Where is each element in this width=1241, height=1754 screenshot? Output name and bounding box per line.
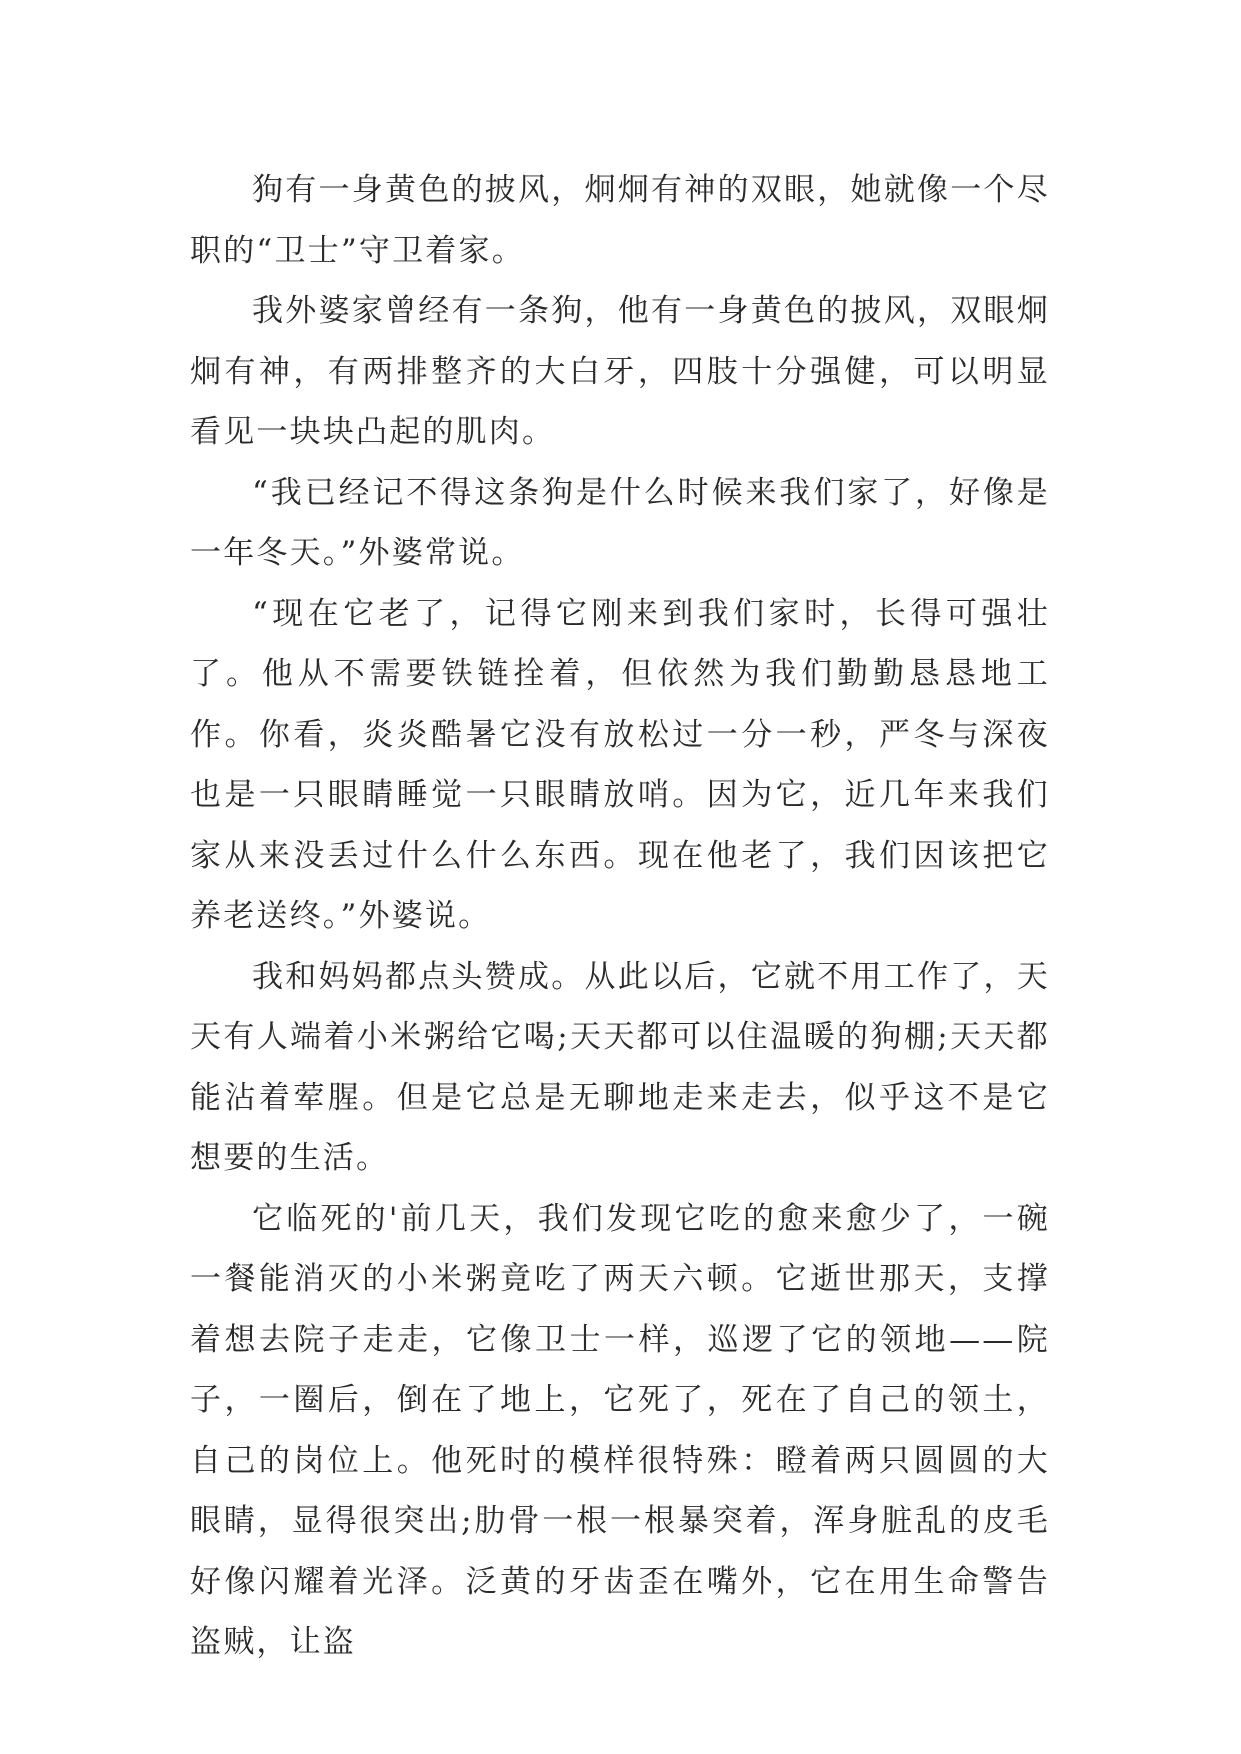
paragraph-2: 我外婆家曾经有一条狗，他有一身黄色的披风，双眼炯炯有神，有两排整齐的大白牙，四肢十分强健，可以明显看见一块块凸起的肌肉。: [190, 293, 1050, 450]
paragraph-6: 它临死的'前几天，我们发现它吃的愈来愈少了，一碗一餐能消灭的小米粥竟吃了两天六顿。它逝世那天，支撑着想去院子走走，它像卫士一样，巡逻了它的领地——院子，一圈后，倒在了地上，它死了，死在了自己的领土，自己的岗位上。他死时的模样很特殊：瞪着两只圆圆的大眼睛，显得很突出;肋骨一根一根暴突着，浑身脏乱的皮毛好像闪耀着光泽。泛黄的牙齿歪在嘴外，它在用生命警告盗贼，让盗: [190, 1200, 1050, 1660]
paragraph-3: “我已经记不得这条狗是什么时候来我们家了，好像是一年冬天。”外婆常说。: [190, 474, 1050, 571]
paragraph-1: 狗有一身黄色的披风，炯炯有神的双眼，她就像一个尽职的“卫士”守卫着家。: [190, 172, 1050, 269]
paragraph-5: 我和妈妈都点头赞成。从此以后，它就不用工作了，天天有人端着小米粥给它喝;天天都可以住温暖的狗棚;天天都能沾着荤腥。但是它总是无聊地走来走去，似乎这不是它想要的生活。: [190, 958, 1050, 1176]
article-body: [190, 160, 1050, 1673]
paragraph-4: “现在它老了，记得它刚来到我们家时，长得可强壮了。他从不需要铁链拴着，但依然为我们勤勤恳恳地工作。你看，炎炎酷暑它没有放松过一分一秒，严冬与深夜也是一只眼睛睡觉一只眼睛放哨。因为它，近几年来我们家从来没丢过什么什么东西。现在他老了，我们因该把它养老送终。”外婆说。: [190, 595, 1050, 934]
